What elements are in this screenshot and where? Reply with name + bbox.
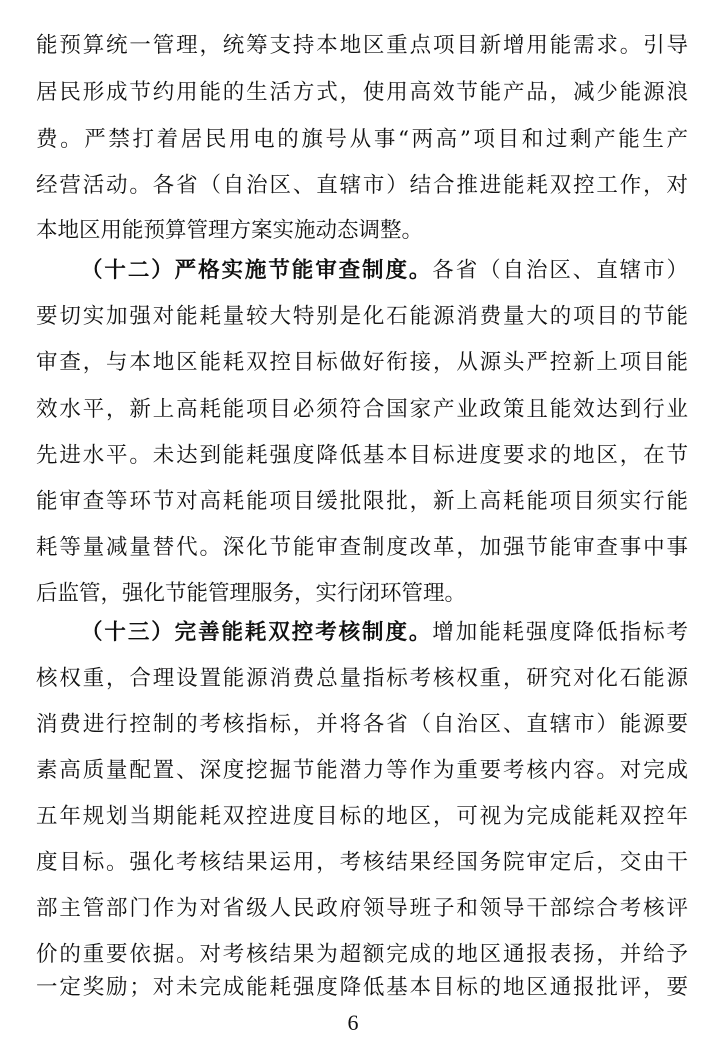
body-text-line: 审查，与本地区能耗双控目标做好衔接，从源头严控新上项目能 <box>36 350 688 375</box>
section-12-first-line <box>81 253 688 289</box>
body-text-line: 费。严禁打着居民用电的旗号从事“两高”项目和过剩产能生产 <box>36 127 688 152</box>
body-text-line: 一定奖励；对未完成能耗强度降低基本目标的地区通报批评，要 <box>36 975 688 1000</box>
body-text-line: 能审查等环节对高耗能项目缓批限批，新上高耗能项目须实行能 <box>36 489 688 514</box>
page-number: 6 <box>347 1010 359 1035</box>
section-13-text: 增加能耗强度降低指标考 <box>432 620 688 645</box>
section-12-heading: （十二）严格实施节能审查制度。 <box>81 258 433 283</box>
body-text-line: 居民形成节约用能的生活方式，使用高效节能产品，减少能源浪 <box>36 80 688 105</box>
body-text-line: 要切实加强对能耗量较大特别是化石能源消费量大的项目的节能 <box>36 304 688 329</box>
body-text-line: 能预算统一管理，统筹支持本地区重点项目新增用能需求。引导 <box>36 33 688 58</box>
body-text-line: 后监管，强化节能管理服务，实行闭环管理。 <box>36 581 467 606</box>
body-text-line: 经营活动。各省（自治区、直辖市）结合推进能耗双控工作，对 <box>36 173 688 198</box>
body-text-line: 素高质量配置、深度挖掘节能潜力等作为重要考核内容。对完成 <box>36 758 688 783</box>
body-text-line: 先进水平。未达到能耗强度降低基本目标进度要求的地区，在节 <box>36 443 688 468</box>
section-13-heading: （十三）完善能耗双控考核制度。 <box>81 620 433 645</box>
body-text-line: 度目标。强化考核结果运用，考核结果经国务院审定后，交由干 <box>36 850 688 875</box>
body-text-line: 效水平，新上高耗能项目必须符合国家产业政策且能效达到行业 <box>36 397 688 422</box>
section-13-first-line <box>81 615 688 651</box>
body-text-line: 耗等量减量替代。深化节能审查制度改革，加强节能审查事中事 <box>36 535 688 560</box>
body-text-line: 本地区用能预算管理方案实施动态调整。 <box>36 218 424 243</box>
section-12-text: 各省（自治区、直辖市） <box>432 258 688 283</box>
body-text-line: 消费进行控制的考核指标，并将各省（自治区、直辖市）能源要 <box>36 712 688 737</box>
body-text-line: 核权重，合理设置能源消费总量指标考核权重，研究对化石能源 <box>36 666 688 691</box>
body-text-line: 价的重要依据。对考核结果为超额完成的地区通报表扬，并给予 <box>36 942 688 967</box>
body-text-line: 五年规划当期能耗双控进度目标的地区，可视为完成能耗双控年 <box>36 804 688 829</box>
body-text-line: 部主管部门作为对省级人民政府领导班子和领导干部综合考核评 <box>36 896 688 921</box>
